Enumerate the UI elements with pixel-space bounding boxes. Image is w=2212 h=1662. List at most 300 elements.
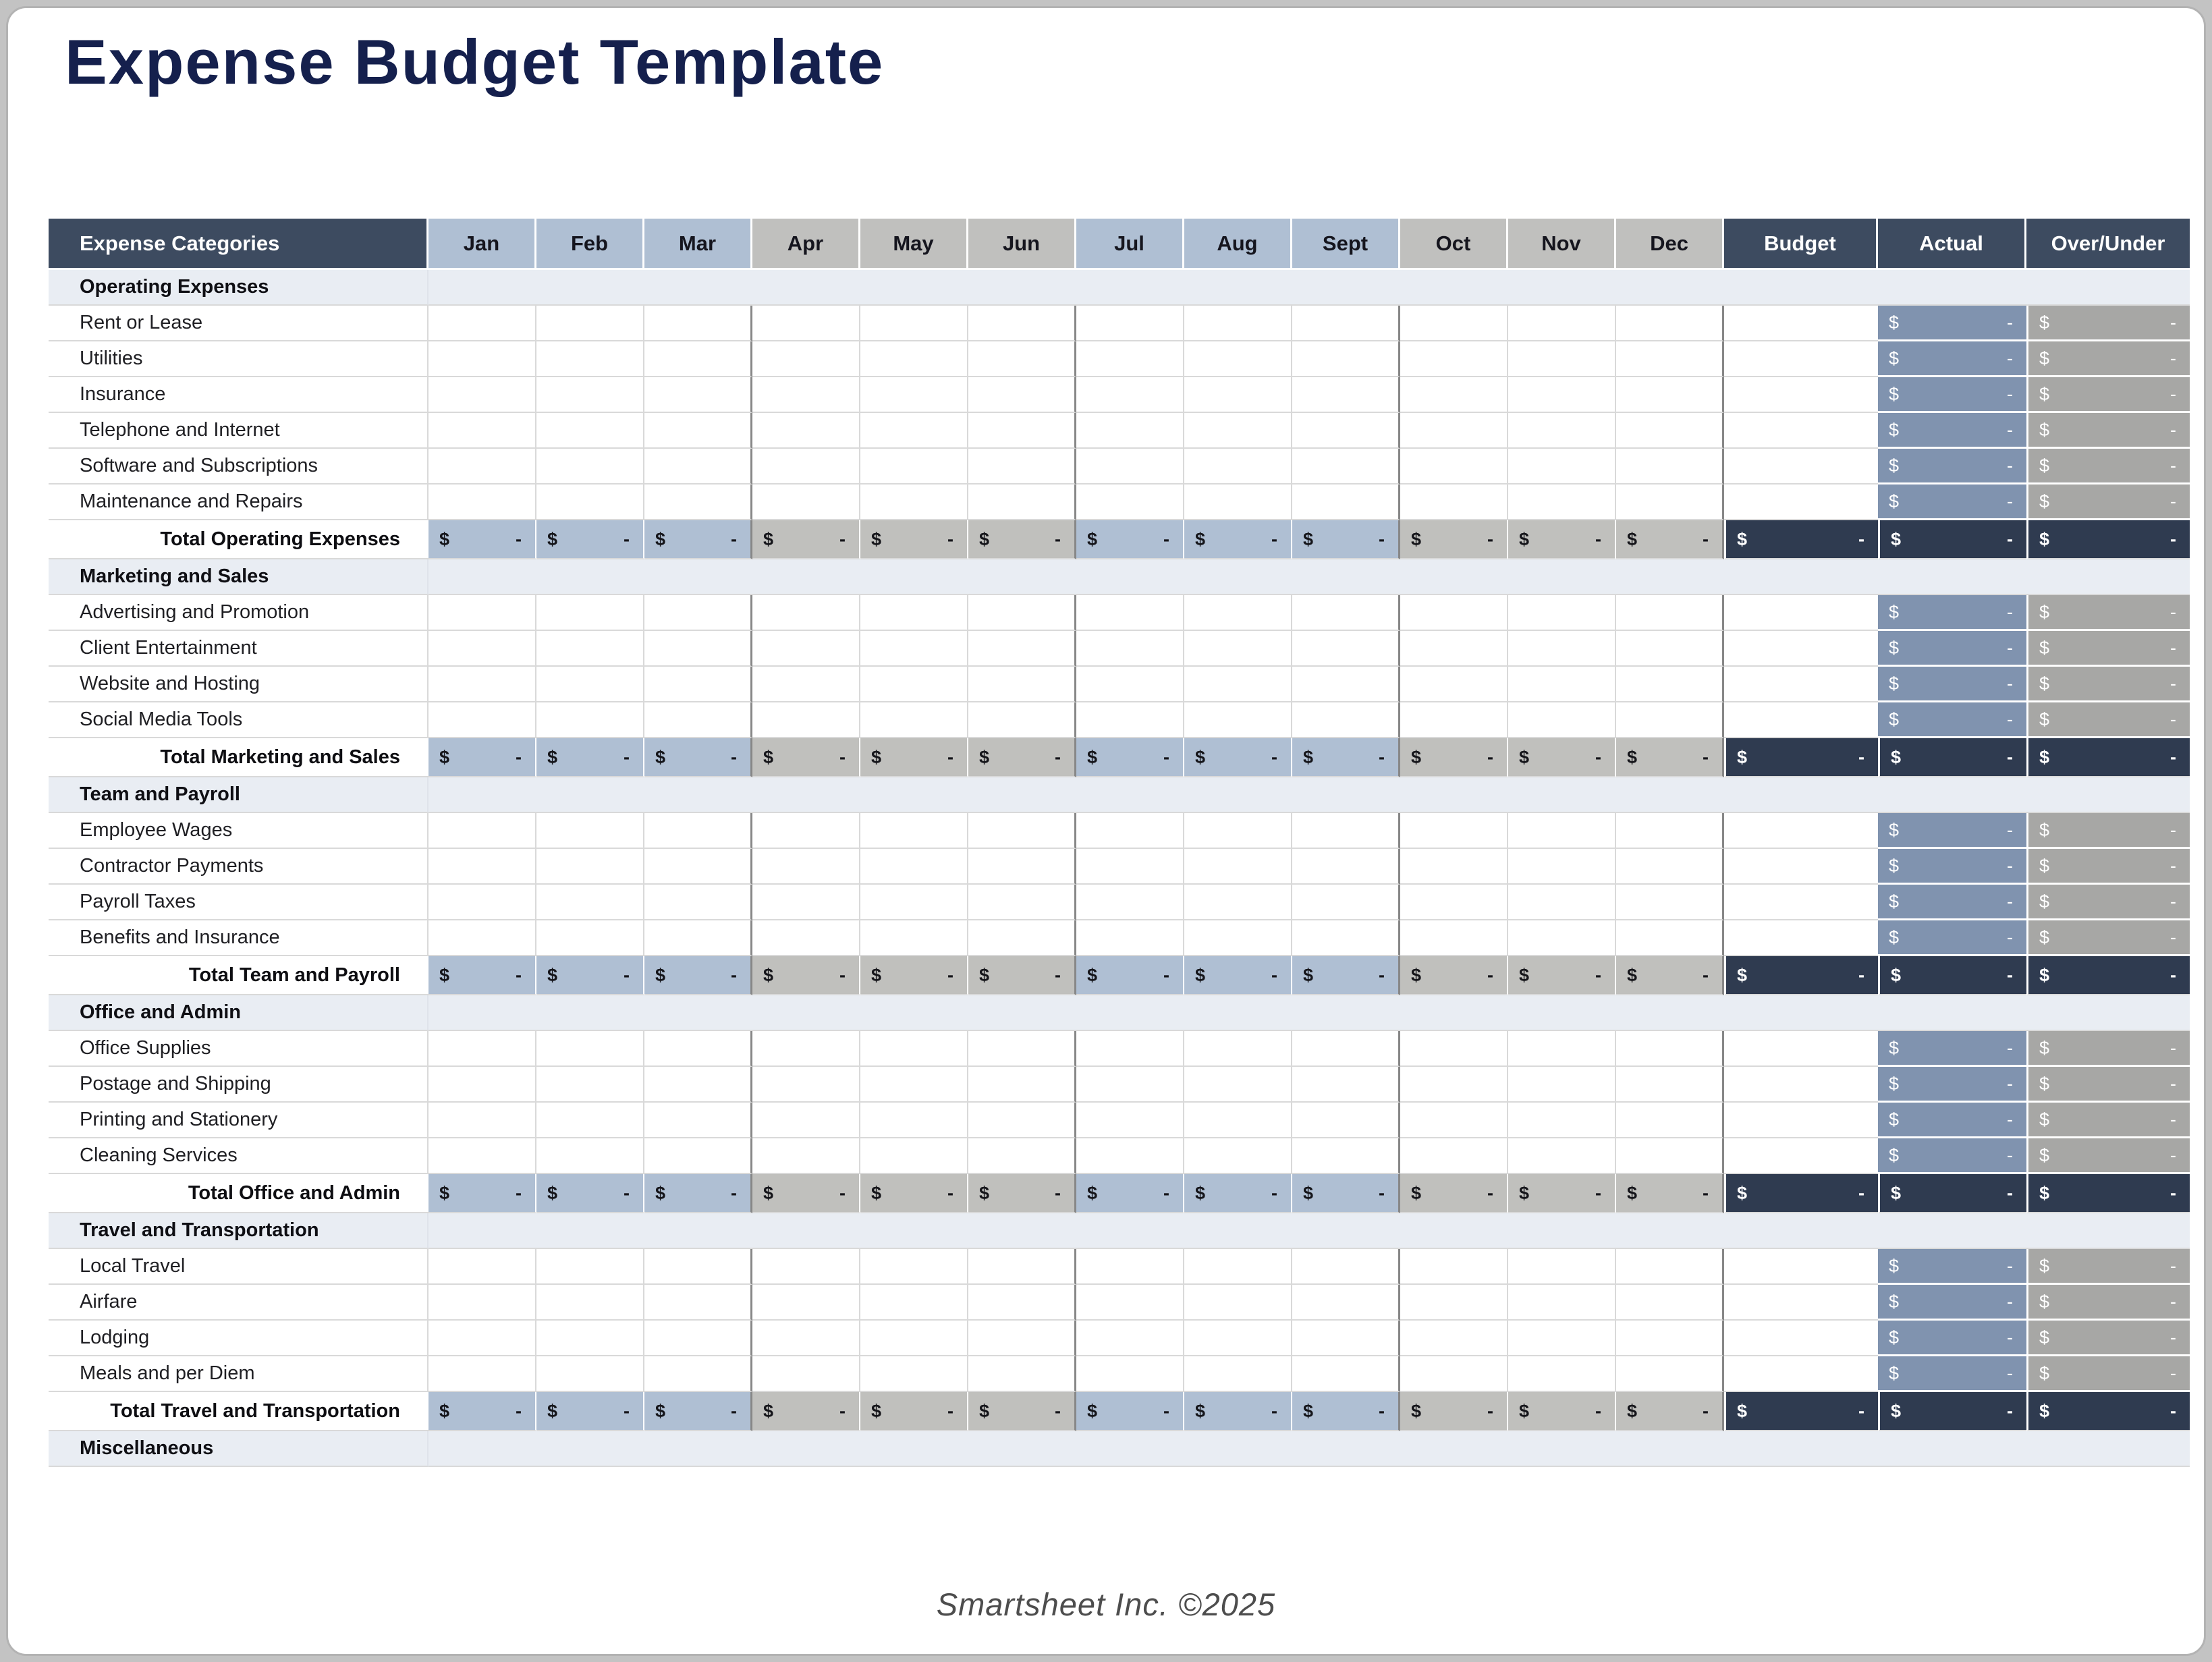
month-cell[interactable] — [1400, 702, 1508, 738]
month-cell[interactable] — [1616, 920, 1724, 956]
row-label[interactable]: Contractor Payments — [49, 849, 428, 885]
month-cell[interactable] — [1616, 702, 1724, 738]
month-cell[interactable] — [644, 849, 752, 885]
actual-cell[interactable] — [1878, 667, 2026, 702]
month-cell[interactable] — [1508, 484, 1616, 520]
over-under-cell[interactable] — [2026, 885, 2190, 920]
month-cell[interactable] — [1616, 306, 1724, 341]
month-cell[interactable] — [1616, 484, 1724, 520]
budget-cell[interactable] — [1724, 1249, 1878, 1285]
total-actual-cell[interactable] — [1878, 956, 2026, 995]
month-cell[interactable] — [1076, 484, 1184, 520]
month-cell[interactable] — [1508, 1067, 1616, 1103]
total-month-cell[interactable] — [1076, 1392, 1184, 1431]
month-cell[interactable] — [1184, 1285, 1292, 1321]
month-cell[interactable] — [1076, 306, 1184, 341]
month-cell[interactable] — [1184, 377, 1292, 413]
total-month-cell[interactable] — [644, 738, 752, 777]
month-cell[interactable] — [1292, 1103, 1400, 1138]
budget-cell[interactable] — [1724, 702, 1878, 738]
over-under-cell[interactable] — [2026, 306, 2190, 341]
month-cell[interactable] — [1292, 813, 1400, 849]
month-cell[interactable] — [644, 1031, 752, 1067]
month-cell[interactable] — [752, 667, 860, 702]
month-cell[interactable] — [1076, 1321, 1184, 1356]
month-cell[interactable] — [752, 702, 860, 738]
column-header-month[interactable]: Jan — [428, 219, 536, 270]
month-cell[interactable] — [1184, 484, 1292, 520]
month-cell[interactable] — [536, 1356, 644, 1392]
section-header[interactable]: Miscellaneous — [49, 1431, 428, 1467]
month-cell[interactable] — [860, 1249, 968, 1285]
section-header[interactable]: Marketing and Sales — [49, 559, 428, 595]
month-cell[interactable] — [1076, 595, 1184, 631]
month-cell[interactable] — [644, 631, 752, 667]
month-cell[interactable] — [1184, 1031, 1292, 1067]
month-cell[interactable] — [1400, 413, 1508, 449]
row-label[interactable]: Rent or Lease — [49, 306, 428, 341]
total-month-cell[interactable] — [1616, 956, 1724, 995]
month-cell[interactable] — [1184, 1321, 1292, 1356]
month-cell[interactable] — [1616, 377, 1724, 413]
total-month-cell[interactable] — [1076, 738, 1184, 777]
column-header-categories[interactable]: Expense Categories — [49, 219, 428, 270]
month-cell[interactable] — [1292, 1067, 1400, 1103]
month-cell[interactable] — [752, 484, 860, 520]
month-cell[interactable] — [1616, 1356, 1724, 1392]
month-cell[interactable] — [536, 1031, 644, 1067]
month-cell[interactable] — [1508, 341, 1616, 377]
month-cell[interactable] — [968, 920, 1076, 956]
over-under-cell[interactable] — [2026, 413, 2190, 449]
actual-cell[interactable] — [1878, 702, 2026, 738]
month-cell[interactable] — [752, 1356, 860, 1392]
month-cell[interactable] — [1076, 1103, 1184, 1138]
month-cell[interactable] — [644, 1103, 752, 1138]
month-cell[interactable] — [428, 1285, 536, 1321]
month-cell[interactable] — [1076, 1067, 1184, 1103]
month-cell[interactable] — [536, 885, 644, 920]
actual-cell[interactable] — [1878, 341, 2026, 377]
budget-cell[interactable] — [1724, 449, 1878, 484]
over-under-cell[interactable] — [2026, 377, 2190, 413]
section-header[interactable]: Travel and Transportation — [49, 1213, 428, 1249]
row-label[interactable]: Airfare — [49, 1285, 428, 1321]
total-month-cell[interactable] — [752, 520, 860, 559]
total-month-cell[interactable] — [1076, 520, 1184, 559]
total-month-cell[interactable] — [1292, 1174, 1400, 1213]
month-cell[interactable] — [1508, 885, 1616, 920]
month-cell[interactable] — [1292, 1031, 1400, 1067]
month-cell[interactable] — [968, 595, 1076, 631]
row-label[interactable]: Website and Hosting — [49, 667, 428, 702]
month-cell[interactable] — [536, 1249, 644, 1285]
total-over-under-cell[interactable] — [2026, 738, 2190, 777]
over-under-cell[interactable] — [2026, 595, 2190, 631]
column-header-month[interactable]: Nov — [1508, 219, 1616, 270]
month-cell[interactable] — [1616, 1249, 1724, 1285]
total-over-under-cell[interactable] — [2026, 520, 2190, 559]
month-cell[interactable] — [968, 1067, 1076, 1103]
month-cell[interactable] — [1508, 595, 1616, 631]
month-cell[interactable] — [536, 849, 644, 885]
budget-cell[interactable] — [1724, 813, 1878, 849]
month-cell[interactable] — [644, 1067, 752, 1103]
total-month-cell[interactable] — [1184, 520, 1292, 559]
month-cell[interactable] — [644, 885, 752, 920]
over-under-cell[interactable] — [2026, 1356, 2190, 1392]
over-under-cell[interactable] — [2026, 1138, 2190, 1174]
total-month-cell[interactable] — [644, 956, 752, 995]
budget-cell[interactable] — [1724, 1067, 1878, 1103]
month-cell[interactable] — [1508, 449, 1616, 484]
column-header-over-under[interactable]: Over/Under — [2026, 219, 2190, 270]
total-month-cell[interactable] — [752, 1174, 860, 1213]
total-month-cell[interactable] — [968, 738, 1076, 777]
column-header-month[interactable]: Feb — [536, 219, 644, 270]
month-cell[interactable] — [1184, 449, 1292, 484]
month-cell[interactable] — [536, 1285, 644, 1321]
total-month-cell[interactable] — [1292, 956, 1400, 995]
budget-cell[interactable] — [1724, 595, 1878, 631]
total-month-cell[interactable] — [860, 1392, 968, 1431]
total-month-cell[interactable] — [1184, 738, 1292, 777]
month-cell[interactable] — [428, 1356, 536, 1392]
month-cell[interactable] — [428, 1103, 536, 1138]
month-cell[interactable] — [644, 1138, 752, 1174]
month-cell[interactable] — [644, 1249, 752, 1285]
over-under-cell[interactable] — [2026, 920, 2190, 956]
month-cell[interactable] — [644, 306, 752, 341]
month-cell[interactable] — [860, 667, 968, 702]
month-cell[interactable] — [644, 377, 752, 413]
over-under-cell[interactable] — [2026, 1103, 2190, 1138]
total-month-cell[interactable] — [968, 956, 1076, 995]
month-cell[interactable] — [536, 413, 644, 449]
month-cell[interactable] — [752, 920, 860, 956]
column-header-month[interactable]: Aug — [1184, 219, 1292, 270]
actual-cell[interactable] — [1878, 1356, 2026, 1392]
section-header[interactable]: Team and Payroll — [49, 777, 428, 813]
total-month-cell[interactable] — [428, 1174, 536, 1213]
month-cell[interactable] — [968, 813, 1076, 849]
month-cell[interactable] — [1292, 1138, 1400, 1174]
actual-cell[interactable] — [1878, 413, 2026, 449]
actual-cell[interactable] — [1878, 1103, 2026, 1138]
month-cell[interactable] — [1184, 341, 1292, 377]
month-cell[interactable] — [1184, 920, 1292, 956]
month-cell[interactable] — [1400, 484, 1508, 520]
month-cell[interactable] — [1292, 1321, 1400, 1356]
month-cell[interactable] — [752, 377, 860, 413]
total-month-cell[interactable] — [1292, 738, 1400, 777]
month-cell[interactable] — [428, 306, 536, 341]
total-month-cell[interactable] — [428, 520, 536, 559]
total-month-cell[interactable] — [536, 1174, 644, 1213]
month-cell[interactable] — [1184, 702, 1292, 738]
total-month-cell[interactable] — [1616, 738, 1724, 777]
total-month-cell[interactable] — [1400, 1174, 1508, 1213]
month-cell[interactable] — [1616, 449, 1724, 484]
over-under-cell[interactable] — [2026, 702, 2190, 738]
month-cell[interactable] — [1076, 813, 1184, 849]
actual-cell[interactable] — [1878, 1249, 2026, 1285]
month-cell[interactable] — [644, 595, 752, 631]
month-cell[interactable] — [1292, 595, 1400, 631]
month-cell[interactable] — [860, 1067, 968, 1103]
month-cell[interactable] — [1508, 1103, 1616, 1138]
row-label[interactable]: Cleaning Services — [49, 1138, 428, 1174]
month-cell[interactable] — [536, 1138, 644, 1174]
total-month-cell[interactable] — [1508, 1392, 1616, 1431]
month-cell[interactable] — [1616, 885, 1724, 920]
month-cell[interactable] — [1616, 1285, 1724, 1321]
month-cell[interactable] — [1184, 1103, 1292, 1138]
month-cell[interactable] — [1076, 1249, 1184, 1285]
month-cell[interactable] — [428, 702, 536, 738]
month-cell[interactable] — [1508, 377, 1616, 413]
month-cell[interactable] — [860, 413, 968, 449]
month-cell[interactable] — [968, 1285, 1076, 1321]
actual-cell[interactable] — [1878, 306, 2026, 341]
actual-cell[interactable] — [1878, 920, 2026, 956]
section-header[interactable]: Operating Expenses — [49, 270, 428, 306]
over-under-cell[interactable] — [2026, 1067, 2190, 1103]
section-header[interactable]: Office and Admin — [49, 995, 428, 1031]
month-cell[interactable] — [1292, 885, 1400, 920]
column-header-month[interactable]: Jul — [1076, 219, 1184, 270]
budget-cell[interactable] — [1724, 1356, 1878, 1392]
total-budget-cell[interactable] — [1724, 738, 1878, 777]
month-cell[interactable] — [536, 702, 644, 738]
month-cell[interactable] — [968, 849, 1076, 885]
month-cell[interactable] — [1292, 1249, 1400, 1285]
total-month-cell[interactable] — [752, 738, 860, 777]
total-month-cell[interactable] — [1292, 1392, 1400, 1431]
month-cell[interactable] — [1292, 306, 1400, 341]
month-cell[interactable] — [968, 1138, 1076, 1174]
month-cell[interactable] — [1076, 1285, 1184, 1321]
month-cell[interactable] — [644, 1356, 752, 1392]
month-cell[interactable] — [1616, 1103, 1724, 1138]
total-month-cell[interactable] — [1508, 520, 1616, 559]
budget-cell[interactable] — [1724, 631, 1878, 667]
total-month-cell[interactable] — [428, 956, 536, 995]
month-cell[interactable] — [1400, 449, 1508, 484]
total-month-cell[interactable] — [752, 1392, 860, 1431]
month-cell[interactable] — [1076, 667, 1184, 702]
total-month-cell[interactable] — [860, 956, 968, 995]
month-cell[interactable] — [968, 306, 1076, 341]
total-actual-cell[interactable] — [1878, 1174, 2026, 1213]
column-header-month[interactable]: Oct — [1400, 219, 1508, 270]
month-cell[interactable] — [644, 341, 752, 377]
month-cell[interactable] — [428, 1321, 536, 1356]
total-month-cell[interactable] — [1184, 956, 1292, 995]
month-cell[interactable] — [644, 702, 752, 738]
month-cell[interactable] — [1184, 595, 1292, 631]
month-cell[interactable] — [1508, 920, 1616, 956]
month-cell[interactable] — [428, 1249, 536, 1285]
total-month-cell[interactable] — [428, 1392, 536, 1431]
total-month-cell[interactable] — [536, 520, 644, 559]
row-label[interactable]: Printing and Stationery — [49, 1103, 428, 1138]
actual-cell[interactable] — [1878, 849, 2026, 885]
total-month-cell[interactable] — [428, 738, 536, 777]
month-cell[interactable] — [536, 631, 644, 667]
month-cell[interactable] — [1292, 702, 1400, 738]
month-cell[interactable] — [1400, 1138, 1508, 1174]
month-cell[interactable] — [1508, 1356, 1616, 1392]
month-cell[interactable] — [860, 377, 968, 413]
month-cell[interactable] — [860, 1356, 968, 1392]
month-cell[interactable] — [752, 306, 860, 341]
month-cell[interactable] — [752, 631, 860, 667]
month-cell[interactable] — [1076, 377, 1184, 413]
month-cell[interactable] — [1184, 1356, 1292, 1392]
month-cell[interactable] — [860, 341, 968, 377]
month-cell[interactable] — [752, 813, 860, 849]
month-cell[interactable] — [752, 1138, 860, 1174]
month-cell[interactable] — [1184, 667, 1292, 702]
total-budget-cell[interactable] — [1724, 956, 1878, 995]
month-cell[interactable] — [1400, 813, 1508, 849]
row-label[interactable]: Utilities — [49, 341, 428, 377]
month-cell[interactable] — [536, 1321, 644, 1356]
month-cell[interactable] — [428, 413, 536, 449]
month-cell[interactable] — [428, 920, 536, 956]
total-month-cell[interactable] — [536, 1392, 644, 1431]
total-actual-cell[interactable] — [1878, 738, 2026, 777]
month-cell[interactable] — [860, 1031, 968, 1067]
month-cell[interactable] — [644, 1321, 752, 1356]
month-cell[interactable] — [1616, 1067, 1724, 1103]
total-month-cell[interactable] — [536, 956, 644, 995]
month-cell[interactable] — [1184, 813, 1292, 849]
month-cell[interactable] — [536, 341, 644, 377]
month-cell[interactable] — [968, 1031, 1076, 1067]
total-budget-cell[interactable] — [1724, 520, 1878, 559]
month-cell[interactable] — [1400, 1067, 1508, 1103]
month-cell[interactable] — [968, 1356, 1076, 1392]
column-header-month[interactable]: Jun — [968, 219, 1076, 270]
row-label[interactable]: Office Supplies — [49, 1031, 428, 1067]
total-row-label[interactable]: Total Operating Expenses — [49, 520, 428, 559]
month-cell[interactable] — [644, 449, 752, 484]
month-cell[interactable] — [860, 595, 968, 631]
row-label[interactable]: Lodging — [49, 1321, 428, 1356]
total-month-cell[interactable] — [1076, 1174, 1184, 1213]
month-cell[interactable] — [860, 1321, 968, 1356]
total-row-label[interactable]: Total Office and Admin — [49, 1174, 428, 1213]
month-cell[interactable] — [1292, 449, 1400, 484]
total-month-cell[interactable] — [1616, 1392, 1724, 1431]
month-cell[interactable] — [1400, 885, 1508, 920]
month-cell[interactable] — [860, 484, 968, 520]
total-month-cell[interactable] — [1184, 1392, 1292, 1431]
budget-cell[interactable] — [1724, 413, 1878, 449]
actual-cell[interactable] — [1878, 377, 2026, 413]
month-cell[interactable] — [428, 1031, 536, 1067]
column-header-month[interactable]: May — [860, 219, 968, 270]
month-cell[interactable] — [644, 484, 752, 520]
row-label[interactable]: Meals and per Diem — [49, 1356, 428, 1392]
month-cell[interactable] — [1400, 1356, 1508, 1392]
month-cell[interactable] — [1616, 631, 1724, 667]
month-cell[interactable] — [968, 377, 1076, 413]
row-label[interactable]: Insurance — [49, 377, 428, 413]
month-cell[interactable] — [536, 1103, 644, 1138]
month-cell[interactable] — [1400, 631, 1508, 667]
column-header-month[interactable]: Sept — [1292, 219, 1400, 270]
month-cell[interactable] — [1292, 341, 1400, 377]
total-month-cell[interactable] — [644, 1392, 752, 1431]
month-cell[interactable] — [428, 849, 536, 885]
month-cell[interactable] — [860, 920, 968, 956]
month-cell[interactable] — [644, 920, 752, 956]
budget-cell[interactable] — [1724, 1285, 1878, 1321]
budget-cell[interactable] — [1724, 885, 1878, 920]
month-cell[interactable] — [644, 667, 752, 702]
total-actual-cell[interactable] — [1878, 1392, 2026, 1431]
month-cell[interactable] — [1076, 885, 1184, 920]
total-month-cell[interactable] — [1400, 956, 1508, 995]
column-header-actual[interactable]: Actual — [1878, 219, 2026, 270]
month-cell[interactable] — [860, 885, 968, 920]
month-cell[interactable] — [1508, 813, 1616, 849]
month-cell[interactable] — [428, 449, 536, 484]
total-month-cell[interactable] — [1184, 1174, 1292, 1213]
month-cell[interactable] — [644, 1285, 752, 1321]
month-cell[interactable] — [752, 1321, 860, 1356]
month-cell[interactable] — [1616, 667, 1724, 702]
total-month-cell[interactable] — [1616, 520, 1724, 559]
row-label[interactable]: Advertising and Promotion — [49, 595, 428, 631]
month-cell[interactable] — [644, 813, 752, 849]
month-cell[interactable] — [968, 885, 1076, 920]
month-cell[interactable] — [536, 667, 644, 702]
over-under-cell[interactable] — [2026, 813, 2190, 849]
month-cell[interactable] — [1184, 885, 1292, 920]
over-under-cell[interactable] — [2026, 449, 2190, 484]
month-cell[interactable] — [1400, 377, 1508, 413]
month-cell[interactable] — [752, 1067, 860, 1103]
month-cell[interactable] — [1184, 1138, 1292, 1174]
actual-cell[interactable] — [1878, 595, 2026, 631]
month-cell[interactable] — [1292, 667, 1400, 702]
month-cell[interactable] — [1400, 341, 1508, 377]
month-cell[interactable] — [968, 631, 1076, 667]
month-cell[interactable] — [428, 1067, 536, 1103]
month-cell[interactable] — [536, 449, 644, 484]
row-label[interactable]: Benefits and Insurance — [49, 920, 428, 956]
actual-cell[interactable] — [1878, 885, 2026, 920]
month-cell[interactable] — [1508, 1321, 1616, 1356]
month-cell[interactable] — [1400, 1249, 1508, 1285]
month-cell[interactable] — [536, 1067, 644, 1103]
month-cell[interactable] — [752, 849, 860, 885]
month-cell[interactable] — [1616, 595, 1724, 631]
budget-cell[interactable] — [1724, 341, 1878, 377]
month-cell[interactable] — [1616, 1031, 1724, 1067]
total-month-cell[interactable] — [1400, 520, 1508, 559]
month-cell[interactable] — [860, 449, 968, 484]
month-cell[interactable] — [968, 1249, 1076, 1285]
month-cell[interactable] — [1508, 1138, 1616, 1174]
month-cell[interactable] — [968, 1321, 1076, 1356]
column-header-month[interactable]: Dec — [1616, 219, 1724, 270]
total-month-cell[interactable] — [1400, 1392, 1508, 1431]
